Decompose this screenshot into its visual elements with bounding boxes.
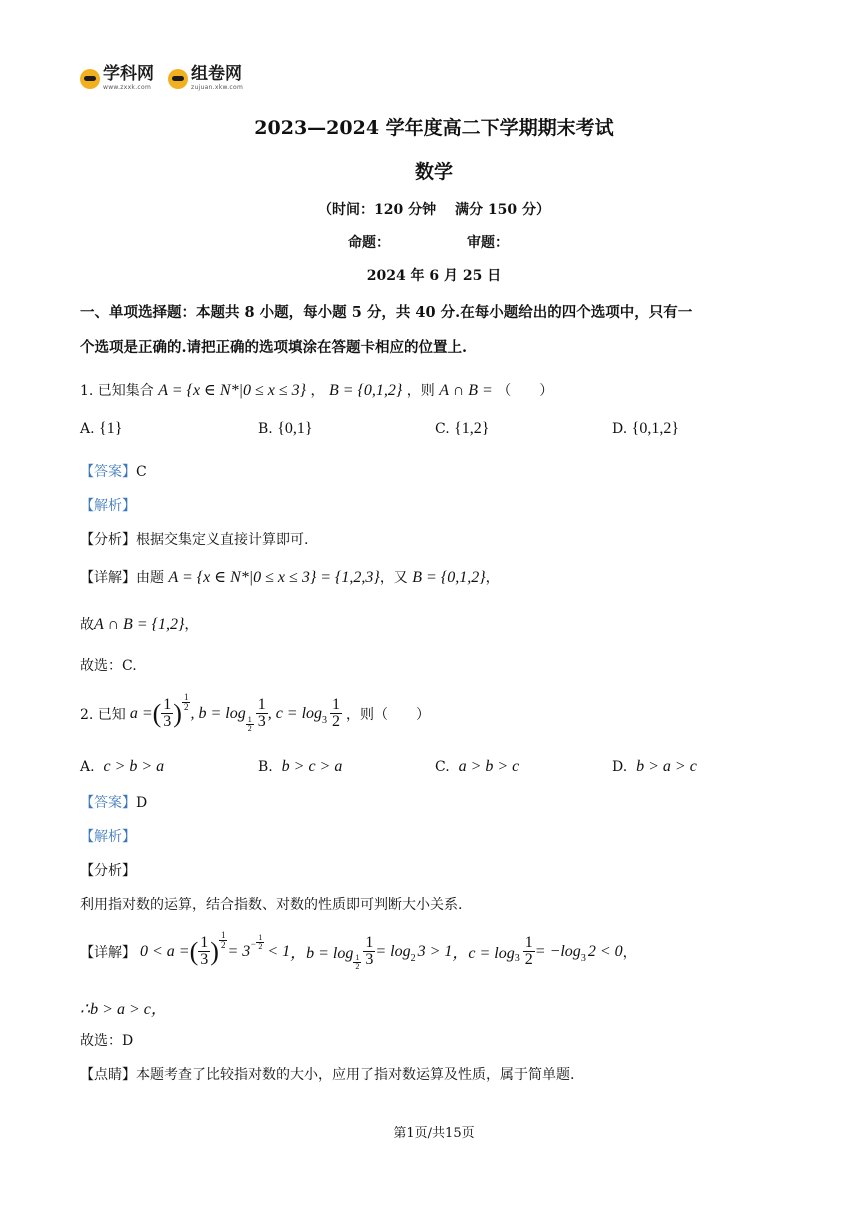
time-info: （时间：120 分钟 满分 150 分） [318,202,550,218]
q1-detail: 【详解】由题 A = {x ∈ N*|0 ≤ x ≤ 3} = {1,2,3}，又 B = {0,1,2}， [80,569,500,586]
q1-option-a: A. {1} [80,420,123,437]
logo-name: 组卷网 [191,64,242,84]
q2-option-a: A. c > b > a [80,758,165,775]
q1-prefix: 1. 已知集合 [80,383,154,399]
q1-option-c: C. {1,2} [435,420,490,437]
q1-expr: A ∩ B = [439,382,493,399]
q2-option-c: C. a > b > c [435,758,520,775]
q2-therefore: ∴b > a > c， [80,1001,167,1018]
q2-conclusion: 故选：D [80,1033,134,1049]
section-heading-line1: 一、单项选择题：本题共 8 小题，每小题 5 分，共 40 分.在每小题给出的四个选项中，只有一 [80,304,693,321]
logo-url: www.zxxk.com [103,84,152,91]
header-logos [80,66,243,91]
section-heading-line2: 个选项是正确的.请把正确的选项填涂在答题卡相应的位置上. [80,339,468,356]
q1-fenxi: 【分析】根据交集定义直接计算即可. [80,532,309,548]
logo-name: 学科网 [103,64,154,84]
q2-analysis-label: 【解析】 [80,829,136,845]
q2-stem: 2. 已知 a = ( $\frac{1}{3}$ ) $\frac{1}{2}$ , b = log $\frac{1}{2}$ $\frac{1}{3}$ , c = log 3 $\frac{1}{2}$ ，则（ ） [80,692,431,733]
q2-option-d: D. b > a > c [612,758,697,775]
logo-zxxk [80,66,154,91]
exam-date: 2024 年 6 月 25 日 [366,268,502,284]
q2-answer: 【答案】D [80,795,148,811]
subject-title: 数学 [414,161,453,183]
q2-fenxi: 利用指对数的运算，结合指数、对数的性质即可判断大小关系. [80,897,463,913]
exam-title: 2023—2024 学年度高二下学期期末考试 [254,117,614,139]
q1-answer: 【答案】C [80,464,147,480]
q2-option-b: B. b > c > a [258,758,343,775]
q1-option-b: B. {0,1} [258,420,313,437]
q1-paren: （ ） [497,383,554,399]
zujuan-logo-icon [168,69,188,89]
reviewer-label: 审题： [467,235,509,251]
q1-conclusion: 故选：C. [80,658,137,674]
q1-set-a: A = {x ∈ N*|0 ≤ x ≤ 3} [158,382,307,399]
page-footer: 第1页/共15页 [393,1126,475,1141]
q1-sep1: ， [310,383,325,399]
q2-detail: 【详解】 0 < a = ( $\frac{1}{3}$ ) $\frac{1}{2}$ = 3 − $\frac{1}{2}$ < 1 ，b = log $\frac{1}{2}$ $\frac{1}{3}$ = log 2 3 > 1 ，c = log 3 $\frac{1}{2}$ = −log 3 2 < 0 ， [80,930,637,971]
q1-set-b: B = {0,1,2} [328,382,403,399]
q1-option-d: D. {0,1,2} [612,420,679,437]
logo-url: zujuan.xkw.com [191,84,244,91]
author-label: 命题： [348,235,390,251]
q2-fenxi-label: 【分析】 [80,863,136,879]
zxxk-logo-icon [80,69,100,89]
logo-zujuan [168,66,243,91]
q1-analysis-label: 【解析】 [80,498,136,514]
q2-comment: 【点睛】本题考查了比较指对数的大小，应用了指对数运算及性质，属于简单题. [80,1067,575,1083]
q1-stem [80,380,553,400]
q1-sep2: ，则 [406,383,435,399]
q1-intersection: 故A ∩ B = {1,2}， [80,616,199,633]
